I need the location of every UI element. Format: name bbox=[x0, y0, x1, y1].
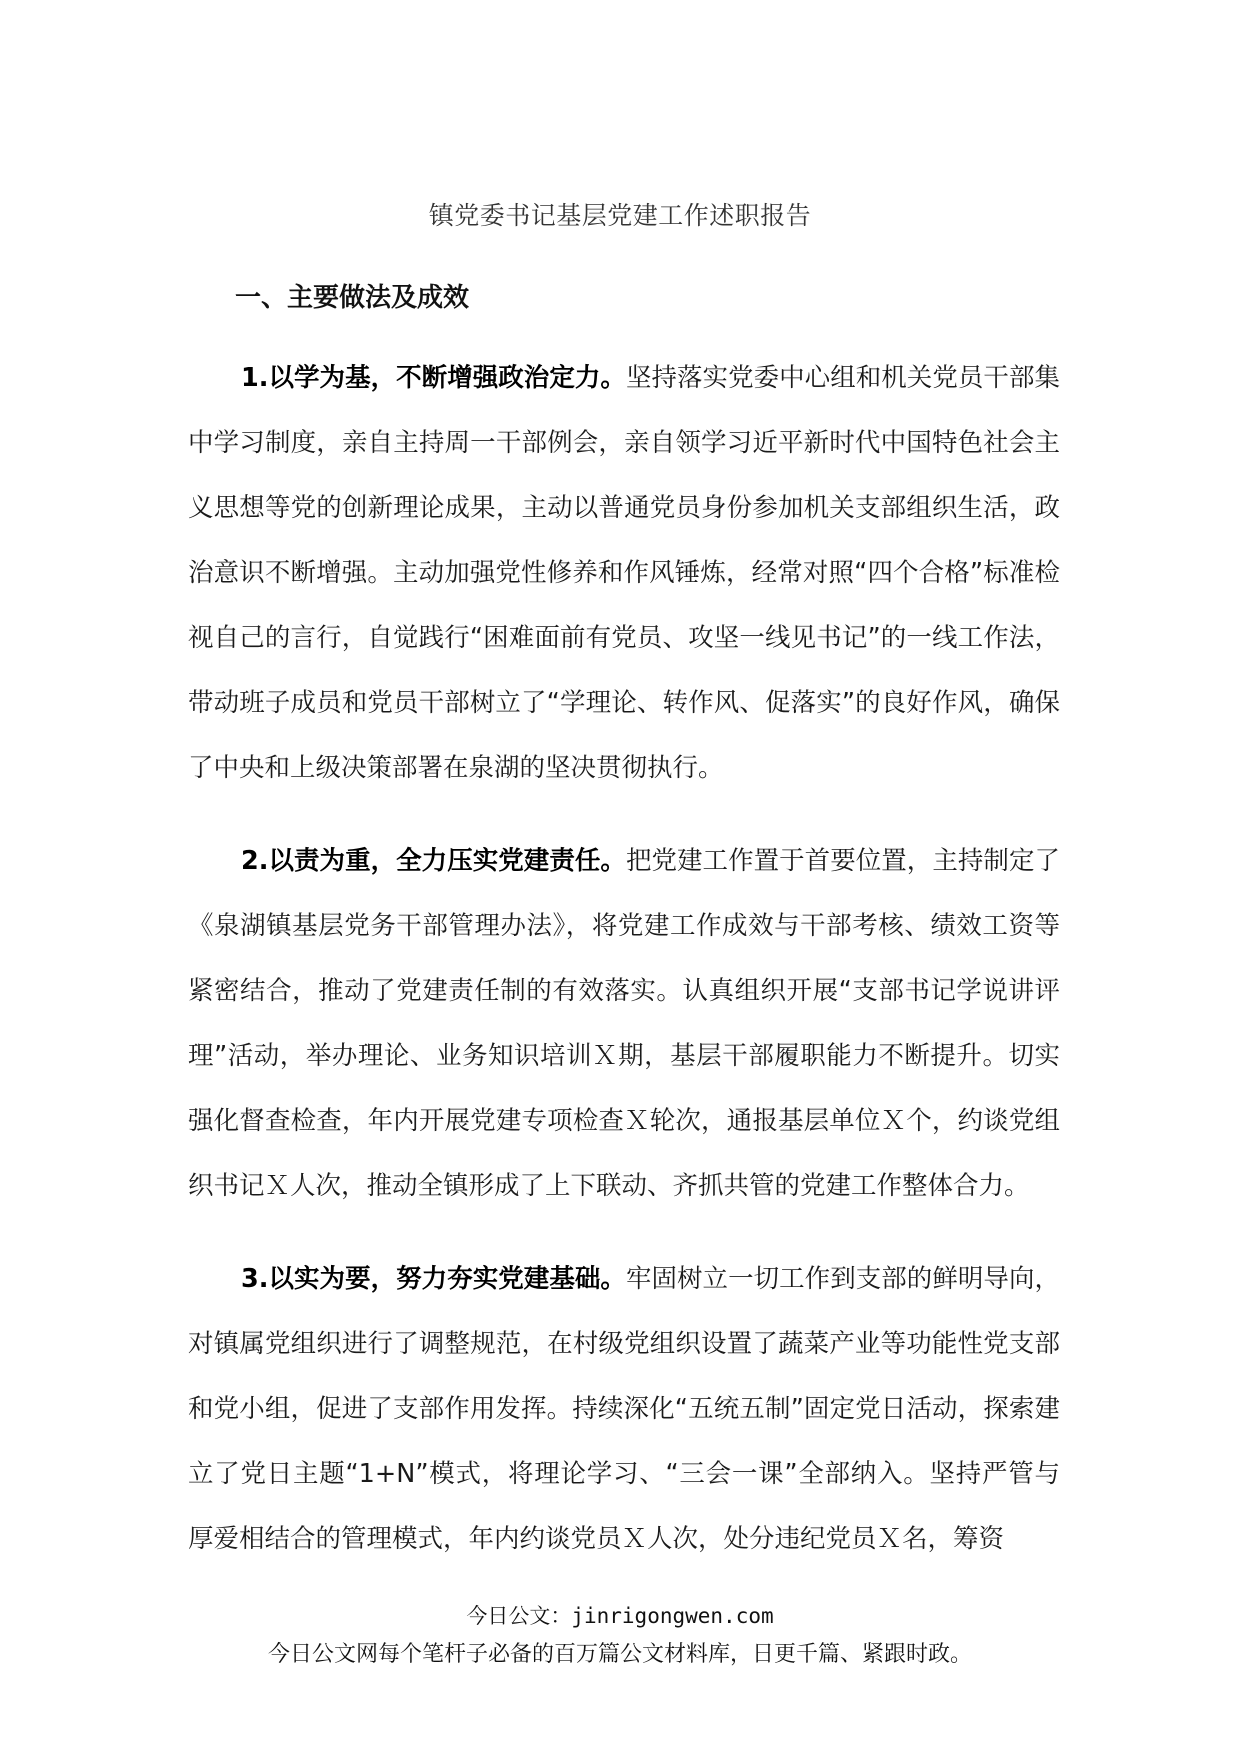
footer-slogan: 今日公文网每个笔杆子必备的百万篇公文材料库，日更千篇、紧跟时政。 bbox=[267, 1642, 972, 1667]
paragraph-1-lead: 1.以学为基，不断增强政治定力。 bbox=[241, 363, 626, 393]
document-title: 镇党委书记基层党建工作述职报告 bbox=[428, 201, 812, 230]
paragraph-3-text: 牢固树立一切工作到支部的鲜明导向，对镇属党组织进行了调整规范，在村级党组织设置了蔬菜产业等功能性党支部和党小组，促进了支部作用发挥。持续深化“五统五制”固定党日活动，探索建立了党日主题“1+N”模式，将理论学习、“三会一课”全部纳入。坚持严管与厚爱相结合的管理模式，年内约谈党员Ｘ人次，处分违纪党员Ｘ名，筹资 bbox=[188, 1264, 1060, 1554]
section-heading: 一、主要做法及成效 bbox=[235, 283, 470, 313]
paragraph-1 bbox=[188, 346, 1060, 801]
paragraph-3-lead: 3.以实为要，努力夯实党建基础。 bbox=[241, 1264, 626, 1294]
paragraph-3 bbox=[188, 1247, 1060, 1572]
paragraph-2 bbox=[188, 829, 1060, 1219]
paragraph-2-text: 把党建工作置于首要位置，主持制定了《泉湖镇基层党务干部管理办法》，将党建工作成效与干部考核、绩效工资等紧密结合，推动了党建责任制的有效落实。认真组织开展“支部书记学说讲评理”活动，举办理论、业务知识培训Ｘ期，基层干部履职能力不断提升。切实强化督查检查，年内开展党建专项检查Ｘ轮次，通报基层单位Ｘ个，约谈党组织书记Ｘ人次，推动全镇形成了上下联动、齐抓共管的党建工作整体合力。 bbox=[188, 846, 1060, 1201]
paragraph-2-lead: 2.以责为重，全力压实党建责任。 bbox=[241, 846, 626, 876]
footer-site-link[interactable]: 今日公文：jinrigongwen.com bbox=[466, 1604, 774, 1628]
paragraph-1-text: 坚持落实党委中心组和机关党员干部集中学习制度，亲自主持周一干部例会，亲自领学习近平新时代中国特色社会主义思想等党的创新理论成果，主动以普通党员身份参加机关支部组织生活，政治意识不断增强。主动加强党性修养和作风锤炼，经常对照“四个合格”标准检视自己的言行，自觉践行“困难面前有党员、攻坚一线见书记”的一线工作法，带动班子成员和党员干部树立了“学理论、转作风、促落实”的良好作风，确保了中央和上级决策部署在泉湖的坚决贯彻执行。 bbox=[188, 363, 1060, 783]
